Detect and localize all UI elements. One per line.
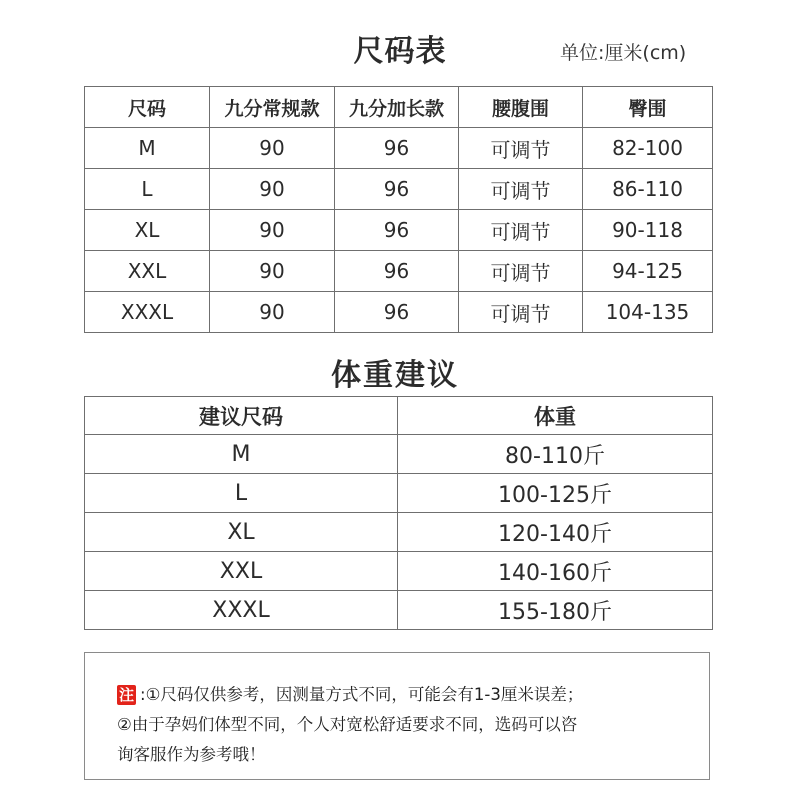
cell-weight: 120-140斤 [398,513,713,552]
cell-long-length: 96 [335,210,459,251]
size-chart-title: 尺码表 [353,34,447,69]
unit-label: 单位:厘米(cm) [560,42,687,64]
weight-chart-title: 体重建议 [331,358,459,393]
cell-regular-length: 90 [210,251,335,292]
cell-regular-length: 90 [210,128,335,169]
cell-long-length: 96 [335,128,459,169]
cell-weight: 155-180斤 [398,591,713,630]
weight-chart-header-row [85,397,713,435]
table-row [85,128,713,169]
table-row [85,169,713,210]
table-row [85,552,713,591]
header-long-length: 九分加长款 [335,87,459,128]
cell-regular-length: 90 [210,169,335,210]
cell-regular-length: 90 [210,292,335,333]
cell-regular-length: 90 [210,210,335,251]
cell-size: XL [85,210,210,251]
note-line-1 [117,680,709,710]
cell-suggested-size: M [85,435,398,474]
cell-waist: 可调节 [459,292,583,333]
note-box [84,652,710,780]
cell-hip: 82-100 [583,128,713,169]
size-chart-table [84,86,713,333]
header-regular-length: 九分常规款 [210,87,335,128]
cell-hip: 90-118 [583,210,713,251]
table-row [85,251,713,292]
note-badge: 注 [119,686,135,704]
cell-waist: 可调节 [459,210,583,251]
table-row [85,591,713,630]
table-row [85,474,713,513]
header-weight: 体重 [398,397,713,435]
cell-weight: 100-125斤 [398,474,713,513]
cell-long-length: 96 [335,251,459,292]
header-size: 尺码 [85,87,210,128]
header-suggested-size: 建议尺码 [85,397,398,435]
cell-suggested-size: XXXL [85,591,398,630]
cell-suggested-size: XL [85,513,398,552]
cell-size: L [85,169,210,210]
size-chart-header-row [85,87,713,128]
table-row [85,513,713,552]
note-line-3: 询客服作为参考哦！ [117,745,266,764]
cell-size: XXL [85,251,210,292]
cell-waist: 可调节 [459,169,583,210]
cell-weight: 140-160斤 [398,552,713,591]
cell-long-length: 96 [335,169,459,210]
weight-chart-table [84,396,713,630]
cell-size: XXXL [85,292,210,333]
cell-hip: 86-110 [583,169,713,210]
cell-size: M [85,128,210,169]
note-text-1: :①尺码仅供参考，因测量方式不同，可能会有1-3厘米误差； [140,685,584,704]
table-row [85,435,713,474]
header-waist: 腰腹围 [459,87,583,128]
table-row [85,292,713,333]
table-row [85,210,713,251]
cell-suggested-size: L [85,474,398,513]
cell-waist: 可调节 [459,128,583,169]
note-line-2: ②由于孕妈们体型不同，个人对宽松舒适要求不同，选码可以咨 [117,715,578,734]
cell-hip: 104-135 [583,292,713,333]
cell-long-length: 96 [335,292,459,333]
cell-weight: 80-110斤 [398,435,713,474]
cell-hip: 94-125 [583,251,713,292]
header-hip: 臀围 [583,87,713,128]
cell-waist: 可调节 [459,251,583,292]
cell-suggested-size: XXL [85,552,398,591]
